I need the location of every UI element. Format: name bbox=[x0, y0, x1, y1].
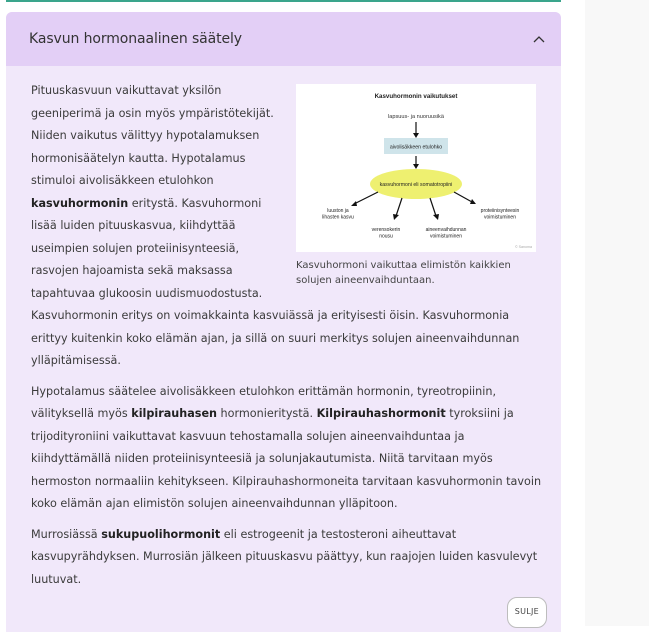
accordion-content bbox=[6, 66, 561, 628]
effect-4-label: proteiinisynteesin voimistuminen bbox=[480, 208, 520, 221]
paragraph-thyroid bbox=[31, 381, 547, 516]
text: Pituuskasvuun vaikuttavat yksilön geeniperimä ja osin myös ympäristötekijät. Niiden vaikutus välittyy hypotalamuksen hormonisäätelyn kautta. Hypotalamus stimuloi aivolisäkkeen etulohkon bbox=[31, 84, 274, 187]
effect-1-label: luuston ja lihasten kasvu bbox=[322, 208, 354, 221]
text: hormonieritystä. bbox=[217, 407, 317, 420]
close-row bbox=[31, 597, 547, 628]
diagram-top-label: lapsuus- ja nuoruusikä bbox=[388, 114, 444, 120]
text: Murrosiässä bbox=[31, 527, 102, 541]
text: tyroksiini ja trijodityroniini vaikuttavat kasvuun tehostamalla solujen aineenvaihduntaa ja kiihdyttämällä niiden proteiinisynteesiä ja solunjakautumista. Niitä tarvitaan myös hermoston normaaliin kehitykseen. Kilpirauhashormoneita tarvitaan kasvuhormonin tavoin koko elämän ajan elimistön solujen aineenvaihdunnan ylläpitoon. bbox=[31, 407, 542, 510]
diagram-credit: © Sanoma bbox=[514, 245, 532, 249]
bold-term: kilpirauhasen bbox=[131, 407, 217, 420]
paragraph-sex-hormones bbox=[31, 524, 547, 592]
diagram-box-label: aivolisäkkeen etulohko bbox=[389, 144, 443, 151]
growth-hormone-diagram bbox=[296, 84, 536, 252]
side-panel bbox=[585, 0, 649, 626]
accordion-panel bbox=[6, 12, 561, 632]
diagram-ellipse-label: kasvuhormoni eli somatotropiini bbox=[379, 182, 453, 188]
accordion-header[interactable] bbox=[6, 12, 561, 66]
diagram-title: Kasvuhormonin vaikutukset bbox=[374, 93, 458, 100]
figure bbox=[296, 84, 536, 288]
figure-caption: Kasvuhormoni vaikuttaa elimistön kaikkien solujen aineenvaihduntaan. bbox=[296, 260, 511, 286]
bold-term: kasvuhormonin bbox=[31, 196, 129, 210]
accordion-title: Kasvun hormonaalinen säätely bbox=[29, 31, 242, 47]
bold-term: sukupuolihormonit bbox=[101, 527, 221, 541]
text: Hypotalamus säätelee aivolisäkkeen etulohkon erittämän hormonin, tyreotropiinin, välityksellä myös bbox=[31, 384, 497, 420]
chevron-up-icon[interactable] bbox=[531, 31, 547, 47]
top-divider bbox=[6, 0, 561, 2]
text: eritystä. Kasvuhormoni lisää luiden pituuskasvua, kiihdyttää useimpien solujen proteiinisynteesiä, rasvojen hajoamista sekä maksassa tapahtuvaa glukoosin uudismuodostusta. Kasvuhormonin eritys on voimakkainta kasvuiässä ja erityisesti öisin. Kasvuhormonia erittyy kuitenkin koko elämän ajan, ja sillä on suuri merkitys solujen aineenvaihdunnan ylläpitämisessä. bbox=[31, 196, 520, 367]
effect-3-label: aineenvaihdunnan voimistuminen bbox=[425, 227, 467, 240]
bold-term: Kilpirauhashormonit bbox=[316, 407, 446, 420]
text: eli estrogeenit ja testosteroni aiheuttavat kasvupyrähdyksen. Murrosiän jälkeen pituuskasvu päättyy, kun raajojen luiden kasvulevyt luutuvat. bbox=[31, 527, 538, 586]
effect-2-label: verensokerin nousu bbox=[371, 227, 401, 240]
close-button[interactable]: SULJE bbox=[507, 597, 547, 628]
